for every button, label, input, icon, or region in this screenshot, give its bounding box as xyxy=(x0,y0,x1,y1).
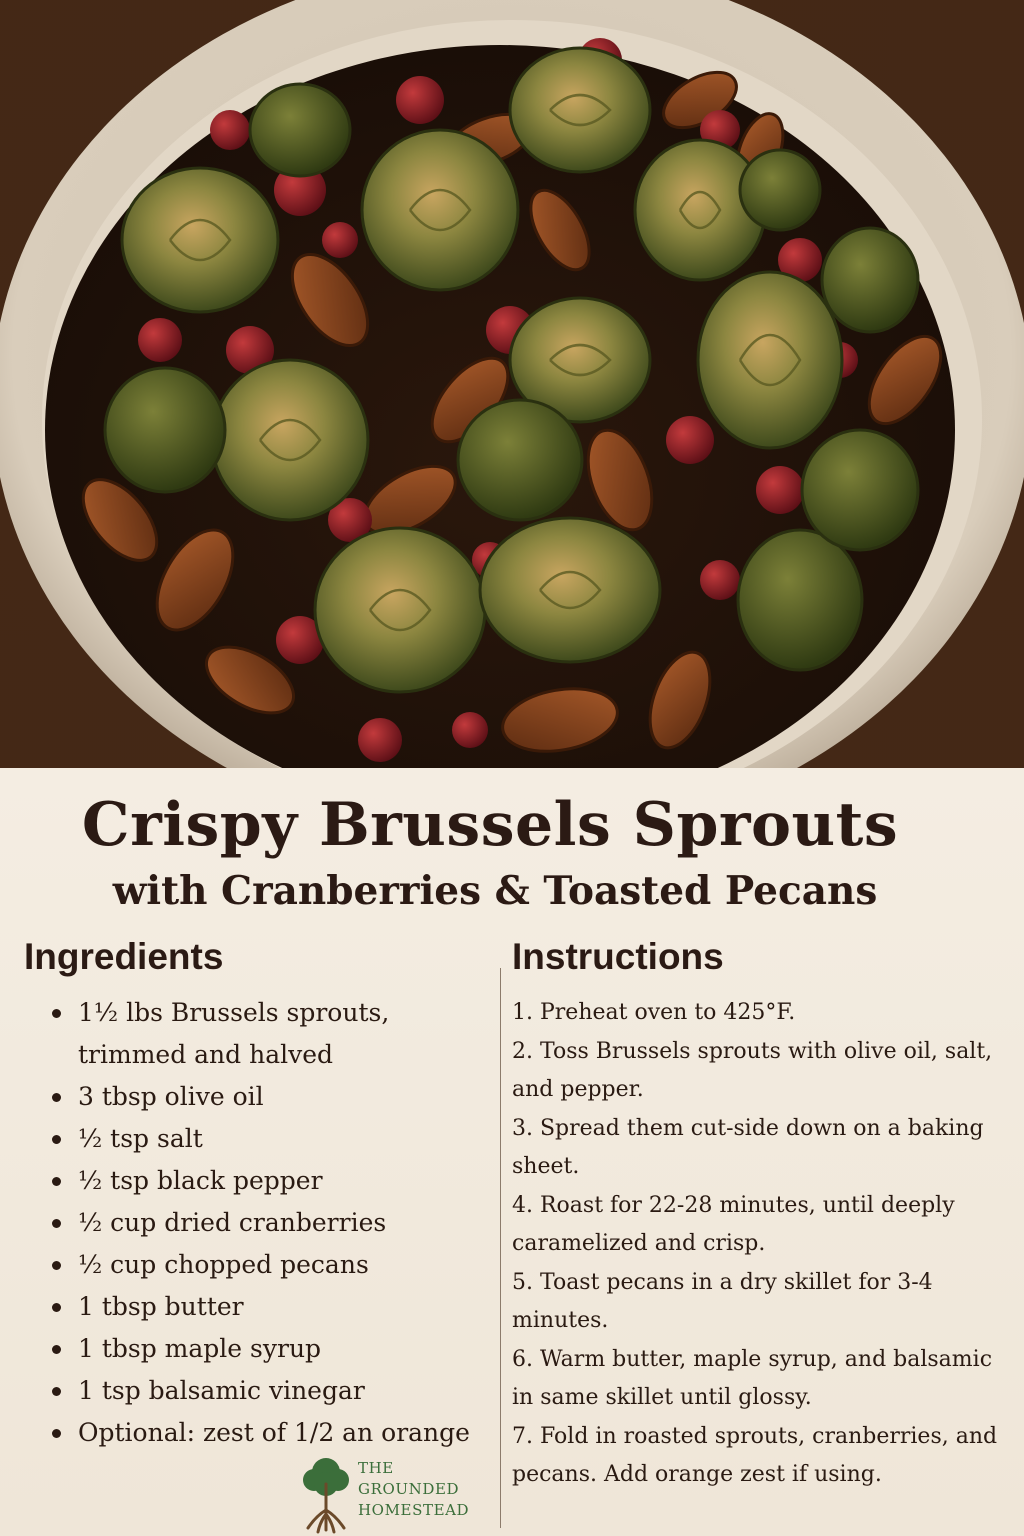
ingredient-item: ½ cup chopped pecans xyxy=(48,1244,478,1286)
ingredient-item: 3 tbsp olive oil xyxy=(48,1076,478,1118)
ingredient-item: 1 tbsp butter xyxy=(48,1286,478,1328)
brand-line-1: THE xyxy=(358,1459,394,1477)
ingredient-item: ½ tsp black pepper xyxy=(48,1160,478,1202)
instruction-step: 1. Preheat oven to 425°F. xyxy=(512,1000,796,1025)
ingredient-item: ½ cup dried cranberries xyxy=(48,1202,478,1244)
ingredient-item: ½ tsp salt xyxy=(48,1118,478,1160)
brand-logo xyxy=(298,1454,498,1534)
instruction-step: 3. Spread them cut-side down on a baking sheet. xyxy=(512,1115,984,1179)
brand-name xyxy=(358,1458,469,1521)
ingredient-item: 1 tsp balsamic vinegar xyxy=(48,1370,478,1412)
recipe-subtitle: with Cranberries & Toasted Pecans xyxy=(112,868,878,914)
instruction-step: 7. Fold in roasted sprouts, cranberries, and pecans. Add orange zest if using. xyxy=(512,1423,998,1487)
ingredients-heading: Ingredients xyxy=(24,936,224,977)
recipe-title: Crispy Brussels Sprouts xyxy=(81,790,899,860)
recipe-card xyxy=(0,768,1024,1536)
ingredient-item: 1 tbsp maple syrup xyxy=(48,1328,478,1370)
instructions-heading: Instructions xyxy=(512,936,724,977)
ingredients-list xyxy=(48,992,478,1454)
instruction-step: 5. Toast pecans in a dry skillet for 3-4 minutes. xyxy=(512,1269,933,1333)
brand-line-3: HOMESTEAD xyxy=(358,1501,470,1519)
instruction-step: 2. Toss Brussels sprouts with olive oil, salt, and pepper. xyxy=(512,1038,993,1102)
instruction-step: 4. Roast for 22-28 minutes, until deeply caramelized and crisp. xyxy=(512,1192,955,1256)
brand-line-2: GROUNDED xyxy=(358,1480,460,1498)
instruction-step: 6. Warm butter, maple syrup, and balsamic in same skillet until glossy. xyxy=(512,1346,993,1410)
tree-icon xyxy=(298,1454,354,1534)
instructions-list xyxy=(512,994,1017,1495)
ingredient-item: Optional: zest of 1/2 an orange xyxy=(48,1412,478,1454)
ingredient-item: 1½ lbs Brussels sprouts, trimmed and halved xyxy=(48,992,478,1076)
column-divider xyxy=(500,968,501,1528)
